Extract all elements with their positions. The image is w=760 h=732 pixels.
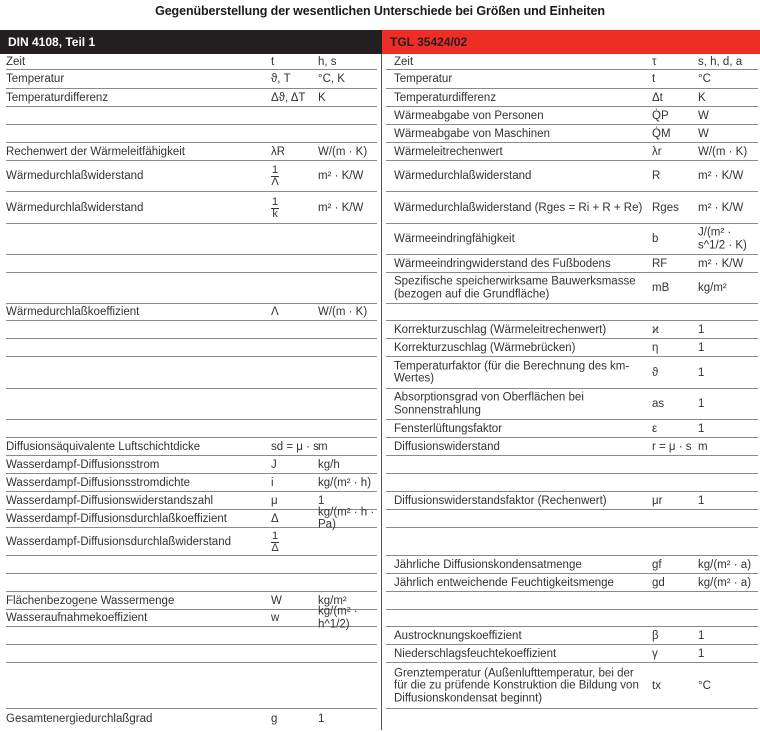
quantity-name: Wärmeabgabe von Maschinen <box>394 127 550 140</box>
left-cell <box>6 420 377 438</box>
table-row <box>0 574 760 592</box>
quantity-unit: kg/(m² · h) <box>318 476 372 489</box>
quantity-symbol: η <box>652 341 659 354</box>
table-row <box>0 528 760 556</box>
quantity-name: Rechenwert der Wärmeleitfähigkeit <box>6 145 185 158</box>
left-cell <box>6 627 377 645</box>
quantity-name: Wärmeeindringwiderstand des Fußbodens <box>394 257 611 270</box>
quantity-name: Diffusionsäquivalente Luftschichtdicke <box>6 440 201 453</box>
quantity-unit: kg/(m² · h^1/2) <box>318 605 358 630</box>
right-cell <box>386 510 758 528</box>
right-cell <box>386 161 758 192</box>
quantity-symbol: Q̇P <box>652 109 669 122</box>
left-cell <box>6 663 377 709</box>
right-cell <box>386 357 758 389</box>
right-cell <box>386 474 758 492</box>
left-cell <box>6 357 377 389</box>
quantity-symbol: Λ <box>271 305 279 318</box>
quantity-unit: 1 <box>318 494 325 507</box>
quantity-symbol: as <box>652 397 665 410</box>
quantity-symbol: ε <box>652 422 658 435</box>
quantity-name: Absorptionsgrad von Oberflächen bei Sonnenstrahlung <box>394 391 584 416</box>
quantity-unit: kg/(m² · a) <box>698 558 752 571</box>
quantity-symbol: R <box>652 169 661 182</box>
quantity-symbol: μ <box>271 494 278 507</box>
quantity-symbol: RF <box>652 257 668 270</box>
right-cell <box>386 528 758 556</box>
table-row <box>0 273 760 304</box>
quantity-unit: m² · K/W <box>318 201 364 214</box>
quantity-unit: kg/h <box>318 458 340 471</box>
quantity-name: Wärmeeindringfähigkeit <box>394 232 515 245</box>
quantity-unit: kg/(m² · a) <box>698 576 752 589</box>
right-cell <box>386 610 758 627</box>
quantity-unit: J/(m² · s^1/2 · K) <box>698 226 747 251</box>
quantity-unit: kg/m² <box>698 281 727 294</box>
quantity-name: Diffusionswiderstand <box>394 440 500 453</box>
table-row <box>0 556 760 574</box>
right-cell <box>386 321 758 339</box>
quantity-name: Wärmedurchlaßwiderstand <box>6 169 144 182</box>
quantity-unit: W <box>698 127 709 140</box>
left-cell <box>6 143 377 161</box>
quantity-name: Temperaturdifferenz <box>6 91 109 104</box>
quantity-unit: 1 <box>698 366 705 379</box>
right-cell <box>386 192 758 224</box>
right-cell <box>386 592 758 610</box>
right-cell <box>386 54 758 70</box>
left-cell <box>6 605 377 630</box>
table-row <box>0 54 760 70</box>
quantity-name: Temperaturdifferenz <box>394 91 497 104</box>
quantity-symbol: Rges <box>652 201 679 214</box>
quantity-unit: 1 <box>698 629 705 642</box>
table-row <box>0 125 760 143</box>
quantity-unit: °C <box>698 72 711 85</box>
quantity-symbol: ϑ, T <box>271 72 291 85</box>
table-row <box>0 107 760 125</box>
quantity-name: Korrekturzuschlag (Wärmebrücken) <box>394 341 576 354</box>
right-cell <box>386 627 758 645</box>
fraction: $\frac{1}{\Delta}$ <box>271 529 279 554</box>
table-row <box>0 357 760 389</box>
quantity-symbol <box>271 530 319 554</box>
quantity-unit: kg/m² <box>318 594 347 607</box>
table-row <box>0 663 760 709</box>
left-cell <box>6 321 377 339</box>
quantity-symbol <box>271 164 319 188</box>
quantity-symbol: t <box>652 72 656 85</box>
quantity-name: Grenztemperatur (Außenlufttemperatur, bei der für die zu prüfende Konstruktion die Bildung von Diffusionskondensat beginnt) <box>394 666 639 704</box>
left-cell <box>6 192 377 224</box>
quantity-unit: 1 <box>698 341 705 354</box>
right-cell <box>386 438 758 456</box>
right-cell <box>386 70 758 89</box>
quantity-unit: m <box>318 440 328 453</box>
left-cell <box>6 474 377 492</box>
quantity-name: Fensterlüftungsfaktor <box>394 422 503 435</box>
quantity-unit: 1 <box>698 397 705 410</box>
quantity-symbol: Δt <box>652 91 663 104</box>
quantity-symbol: β <box>652 629 659 642</box>
quantity-symbol: τ <box>652 55 657 68</box>
quantity-unit: m² · K/W <box>318 169 364 182</box>
table-row <box>0 70 760 89</box>
quantity-symbol: b <box>652 232 659 245</box>
table-row <box>0 143 760 161</box>
left-cell <box>6 107 377 125</box>
left-cell <box>6 161 377 192</box>
table-row <box>0 474 760 492</box>
quantity-unit: K <box>698 91 706 104</box>
quantity-unit: m² · K/W <box>698 257 744 270</box>
quantity-unit: 1 <box>318 712 325 725</box>
table-row <box>0 456 760 474</box>
table-row <box>0 255 760 273</box>
left-cell <box>6 339 377 357</box>
right-cell <box>386 273 758 304</box>
quantity-unit: m² · K/W <box>698 169 744 182</box>
right-cell <box>386 143 758 161</box>
quantity-unit: 1 <box>698 494 705 507</box>
left-cell <box>6 70 377 89</box>
quantity-symbol: ϰ <box>652 323 659 336</box>
table-row <box>0 89 760 107</box>
quantity-name: Wärmedurchlaßkoeffizient <box>6 305 140 318</box>
quantity-name: Wasserdampf-Diffusionsstrom <box>6 458 160 471</box>
table-row <box>0 605 760 630</box>
left-cell <box>6 304 377 321</box>
right-cell <box>386 709 758 729</box>
fraction: $\frac{1}{\Lambda}$ <box>271 164 279 188</box>
quantity-name: Wasserdampf-Diffusionsstromdichte <box>6 476 191 489</box>
quantity-symbol: i <box>271 476 274 489</box>
right-cell <box>386 89 758 107</box>
quantity-symbol: λr <box>652 145 662 158</box>
right-cell <box>386 645 758 663</box>
table-row <box>0 627 760 645</box>
quantity-name: Jährliche Diffusionskondensatmenge <box>394 558 582 571</box>
table-row <box>0 339 760 357</box>
right-cell <box>386 224 758 255</box>
table-row <box>0 420 760 438</box>
column-header-din: DIN 4108, Teil 1 <box>0 30 382 54</box>
quantity-unit: °C <box>698 679 711 692</box>
table-row <box>0 438 760 456</box>
right-cell <box>386 663 758 709</box>
quantity-unit: h, s <box>318 55 337 68</box>
quantity-symbol: Δ <box>271 512 279 525</box>
quantity-symbol: mB <box>652 281 670 294</box>
quantity-unit: W <box>698 109 709 122</box>
right-cell <box>386 456 758 474</box>
quantity-name: Temperatur <box>394 72 453 85</box>
right-cell <box>386 339 758 357</box>
table-row <box>0 645 760 663</box>
quantity-name: Zeit <box>394 55 414 68</box>
table-row <box>0 389 760 420</box>
quantity-symbol: Δϑ, ΔT <box>271 91 306 104</box>
table-row <box>0 304 760 321</box>
table-row <box>0 224 760 255</box>
quantity-symbol <box>271 196 319 220</box>
quantity-unit: °C, K <box>318 72 345 85</box>
left-cell <box>6 255 377 273</box>
right-cell <box>386 556 758 574</box>
right-cell <box>386 255 758 273</box>
quantity-symbol: t <box>271 55 275 68</box>
left-cell <box>6 54 377 70</box>
left-cell <box>6 556 377 574</box>
fraction: $\frac{1}{k}$ <box>272 195 279 220</box>
quantity-name: Wasserdampf-Diffusionswiderstandszahl <box>6 494 214 507</box>
left-cell <box>6 456 377 474</box>
left-cell <box>6 528 377 556</box>
left-cell <box>6 574 377 592</box>
right-cell <box>386 304 758 321</box>
quantity-name: Austrocknungskoeffizient <box>394 629 522 642</box>
quantity-unit: 1 <box>698 647 705 660</box>
quantity-name: Wärmedurchlaßwiderstand <box>394 169 532 182</box>
quantity-symbol: w <box>271 611 280 624</box>
quantity-symbol: J <box>271 458 277 471</box>
quantity-symbol: ϑ <box>652 366 659 379</box>
quantity-symbol: γ <box>652 647 658 660</box>
quantity-name: Wasserdampf-Diffusionsdurchlaßkoeffizient <box>6 512 227 525</box>
quantity-name: Wasserdampf-Diffusionsdurchlaßwiderstand <box>6 535 231 548</box>
table-row <box>0 192 760 224</box>
right-cell <box>386 107 758 125</box>
quantity-name: Gesamtenergiedurchlaßgrad <box>6 712 153 725</box>
quantity-symbol: r = μ · s <box>652 440 692 453</box>
left-cell <box>6 645 377 663</box>
column-header-tgl: TGL 35424/02 <box>382 30 760 54</box>
left-cell <box>6 224 377 255</box>
right-cell <box>386 492 758 510</box>
quantity-symbol: λR <box>271 145 286 158</box>
quantity-name: Wasseraufnahmekoeffizient <box>6 611 148 624</box>
table-row <box>0 321 760 339</box>
page-title: Gegenüberstellung der wesentlichen Unterschiede bei Größen und Einheiten <box>155 4 605 18</box>
quantity-symbol: gd <box>652 576 665 589</box>
quantity-name: Spezifische speicherwirksame Bauwerksmasse (bezogen auf die Grundfläche) <box>394 275 636 300</box>
quantity-symbol: μr <box>652 494 663 507</box>
left-cell <box>6 89 377 107</box>
left-cell <box>6 506 377 531</box>
quantity-name: Wärmeabgabe von Personen <box>394 109 544 122</box>
quantity-name: Zeit <box>6 55 26 68</box>
quantity-unit: kg/(m² · h · Pa) <box>318 506 375 531</box>
table-row <box>0 709 760 729</box>
quantity-name: Diffusionswiderstandsfaktor (Rechenwert) <box>394 494 607 507</box>
left-cell <box>6 125 377 143</box>
quantity-symbol: W <box>271 594 282 607</box>
quantity-symbol: gf <box>652 558 662 571</box>
table-row <box>0 161 760 192</box>
quantity-symbol: sd = μ · s <box>271 440 319 453</box>
quantity-name: Korrekturzuschlag (Wärmeleitrechenwert) <box>394 323 607 336</box>
right-cell <box>386 574 758 592</box>
quantity-unit: W/(m · K) <box>318 305 368 318</box>
quantity-unit: 1 <box>698 422 705 435</box>
quantity-unit: m <box>698 440 708 453</box>
right-cell <box>386 420 758 438</box>
quantity-name: Wärmedurchlaßwiderstand <box>6 201 144 214</box>
quantity-unit: W/(m · K) <box>698 145 748 158</box>
right-cell <box>386 125 758 143</box>
quantity-symbol: Q̇M <box>652 127 671 140</box>
quantity-unit: s, h, d, a <box>698 55 743 68</box>
left-cell <box>6 389 377 420</box>
left-cell <box>6 438 377 456</box>
quantity-name: Temperatur <box>6 72 65 85</box>
quantity-unit: 1 <box>698 323 705 336</box>
quantity-name: Wärmeleitrechenwert <box>394 145 503 158</box>
quantity-symbol: g <box>271 712 278 725</box>
quantity-unit: K <box>318 91 326 104</box>
quantity-unit: m² · K/W <box>698 201 744 214</box>
quantity-name: Temperaturfaktor (für die Berechnung des km-Wertes) <box>394 360 630 385</box>
quantity-name: Wärmedurchlaßwiderstand (Rges = Ri + R + Re) <box>394 201 643 214</box>
quantity-unit: W/(m · K) <box>318 145 368 158</box>
left-cell <box>6 709 377 729</box>
quantity-name: Niederschlagsfeuchtekoeffizient <box>394 647 557 660</box>
right-cell <box>386 389 758 420</box>
column-divider <box>381 54 382 730</box>
quantity-name: Jährlich entweichende Feuchtigkeitsmenge <box>394 576 614 589</box>
quantity-symbol: tx <box>652 679 661 692</box>
table-row <box>0 506 760 531</box>
left-cell <box>6 273 377 304</box>
quantity-name: Flächenbezogene Wassermenge <box>6 594 175 607</box>
